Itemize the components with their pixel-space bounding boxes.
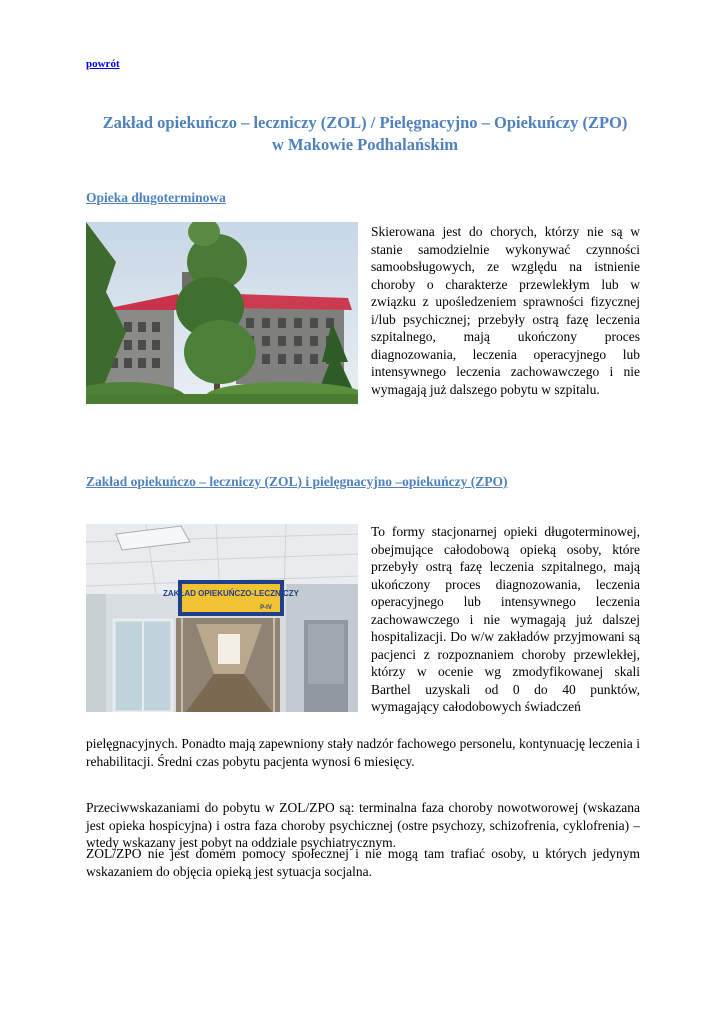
section-heading-long-term-care: Opieka długoterminowa [86,190,226,205]
building-photo [86,222,358,404]
page-title [60,112,670,156]
sign-text: ZAKŁAD OPIEKUŃCZO-LECZNICZY [163,589,299,598]
contraindications-text: Przeciwwskazaniami do pobytu w ZOL/ZPO są: terminalna faza choroby nowotworowej (wskazana jest opieka hospicyjna) i ostra faza choroby psychicznej (ostre psychozy, schizofrenia, cyklofrenia) – wtedy wskazany jest pobyt na oddziale psychiatrycznym. [86,800,640,850]
section2-text-below: pielęgnacyjnych. Ponadto mają zapewniony stały nadzór fachowego personelu, kontynuację leczenia i rehabilitacji. Średni czas pobytu pacjenta wynosi 6 miesięcy. [86,736,640,769]
sign-floor-text: P-IV [260,605,272,611]
page-title-line1: Zakład opiekuńczo – leczniczy (ZOL) / Pielęgnacyjno – Opiekuńczy (ZPO) [102,113,628,132]
page-title-line2: w Makowie Podhalańskim [271,135,459,154]
entrance-photo [86,524,358,712]
back-link[interactable]: powrót [86,58,120,70]
note-text: ZOL/ZPO nie jest domem pomocy społecznej i nie mogą tam trafiać osoby, u których jedynym wskazaniem do objęcia opieką jest sytuacja socjalna. [86,846,640,879]
section2-text-beside: To formy stacjonarnej opieki długoterminowej, obejmujące całodobową opieką osoby, które przebyły ostrą fazę leczenia szpitalnego, mają ukończony proces diagnozowania, leczenia operacyjnego lub intensywnego leczenia zachowawczego i nie wymagają już dalszej hospitalizacji. Do w/w zakładów przyjmowani są pacjenci z rozpoznaniem choroby przewlekłej, którzy w ocenie wg zmodyfikowanej skali Barthel uzyskali od 0 do 40 punktów, wymagający całodobowych świadczeń [371,524,640,714]
section-heading-zol-zpo: Zakład opiekuńczo – leczniczy (ZOL) i pielęgnacyjno –opiekuńczy (ZPO) [86,474,508,489]
section1-text: Skierowana jest do chorych, którzy nie są w stanie samodzielnie wykonywać czynności samoobsługowych, ze względu na istnienie choroby o charakterze przewlekłym lub w związku z upośledzeniem sprawności fizycznej i/lub psychicznej; przebyły ostrą fazę leczenia szpitalnego, mają ukończony proces diagnozowania, leczenia operacyjnego lub intensywnego leczenia zachowawczego i nie wymagają już dalszego pobytu w szpitalu. [371,224,640,397]
